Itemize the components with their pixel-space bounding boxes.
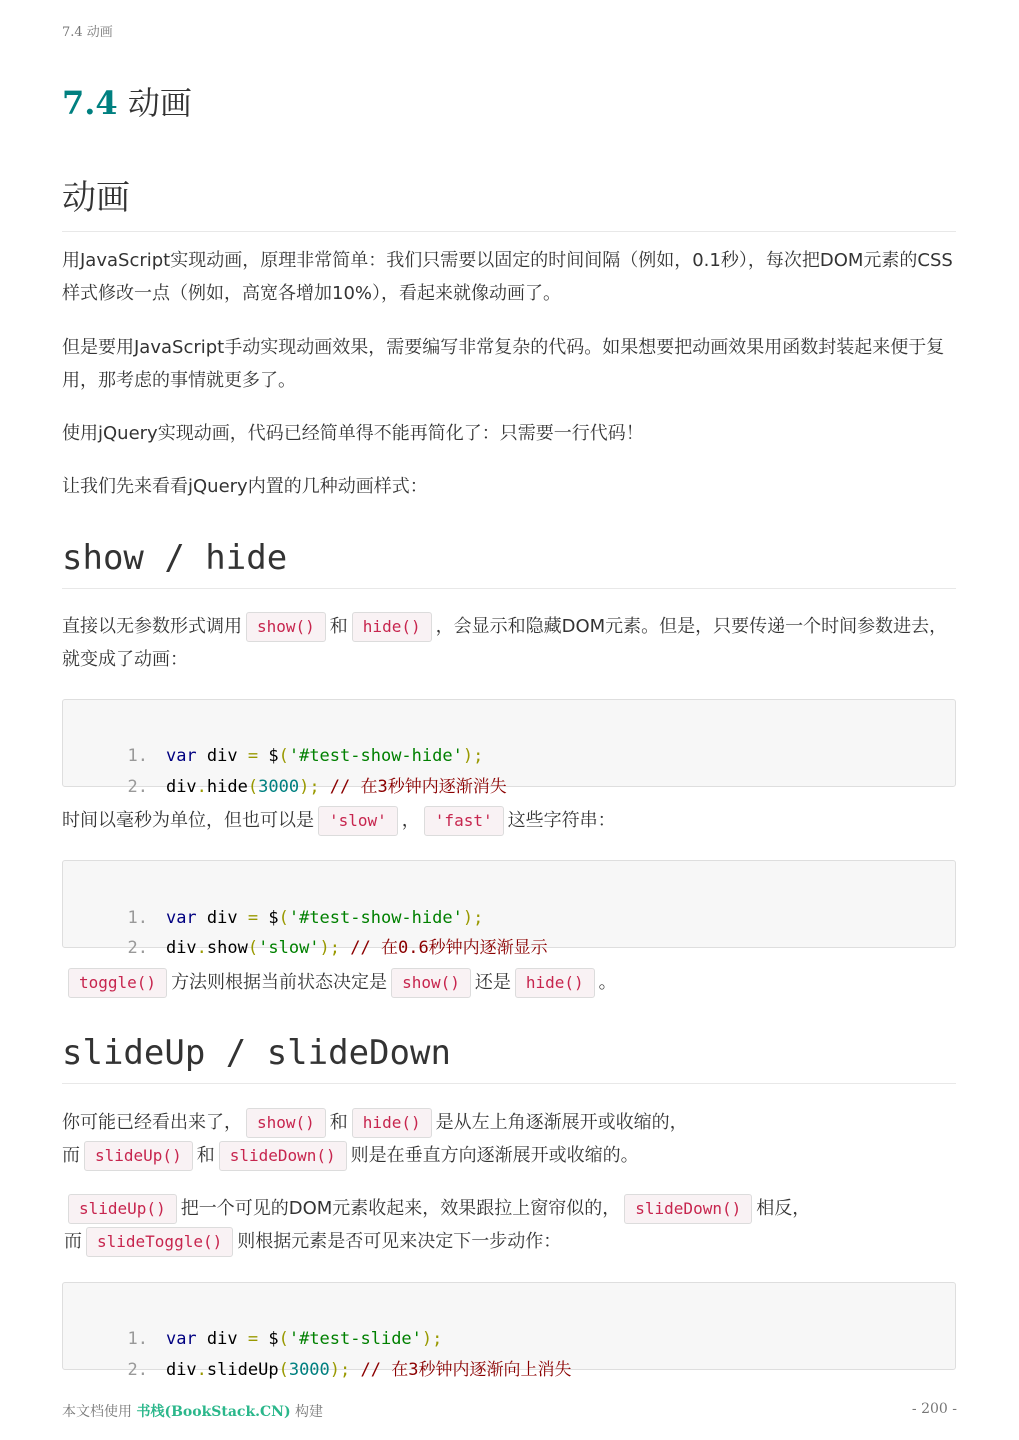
paragraph-intro-3: 使用jQuery实现动画，代码已经简单得不能再简化了：只需要一行代码！: [62, 423, 644, 444]
chapter-title-text: 动画: [127, 84, 192, 122]
inline-code: slideToggle(): [86, 1227, 233, 1257]
code-token: div: [165, 777, 197, 797]
inline-code: 'slow': [318, 806, 398, 836]
code-comment: // 在3秒钟内逐渐向上消失: [350, 1360, 572, 1380]
line-number: 2.: [127, 1360, 148, 1380]
inline-code: 'fast': [424, 806, 504, 836]
text: 还是: [474, 972, 511, 993]
footer-suffix: 构建: [290, 1404, 324, 1420]
inline-code: slideDown(): [219, 1141, 347, 1171]
text: 则根据元素是否可见来决定下一步动作：: [237, 1231, 562, 1252]
paragraph-show-hide-intro: [62, 610, 956, 676]
paragraph-intro-1: 用JavaScript实现动画，原理非常简单：我们只需要以固定的时间间隔（例如，0.1秒），每次把DOM元素的CSS样式修改一点（例如，高宽各增加10%），看起来就像动画了。: [62, 250, 953, 304]
code-line: [63, 873, 484, 928]
code-line: [63, 711, 484, 766]
code-token: var: [165, 746, 197, 766]
code-token: var: [165, 1329, 197, 1349]
text: 则是在垂直方向逐渐展开或收缩的。: [350, 1145, 639, 1166]
code-line: [63, 1325, 572, 1380]
code-token: div: [196, 908, 248, 928]
code-token: (: [278, 1329, 289, 1349]
inline-code: show(): [246, 612, 326, 642]
chapter-title: [62, 78, 192, 124]
code-token: (: [247, 938, 259, 958]
code-token: );: [421, 1329, 443, 1349]
inline-code: hide(): [515, 968, 595, 998]
code-token: show: [206, 938, 248, 958]
text: 而: [64, 1231, 82, 1252]
inline-code: slideUp(): [84, 1141, 193, 1171]
code-line: [63, 903, 548, 958]
line-number: 2.: [127, 938, 148, 958]
text: 和: [329, 616, 348, 637]
code-token: slideUp: [206, 1360, 279, 1380]
text: 。: [598, 972, 617, 993]
inline-code: hide(): [352, 612, 432, 642]
text: 时间以毫秒为单位，但也可以是: [62, 810, 314, 831]
code-token: 3000: [288, 1360, 330, 1380]
code-token: div: [196, 746, 248, 766]
paragraph-slide-detail: [64, 1192, 958, 1258]
code-token: =: [247, 908, 259, 928]
inline-code: show(): [391, 968, 471, 998]
line-number: 1.: [127, 1329, 148, 1349]
code-token: hide: [206, 777, 248, 797]
code-token: );: [299, 777, 320, 797]
chapter-number: 7.4: [62, 84, 118, 122]
code-token: );: [462, 908, 484, 928]
page-number: - 200 -: [911, 1401, 957, 1417]
text: ，会显示和隐藏DOM元素。但是，只要传递一个时间参数进去，就变成了动画：: [62, 616, 948, 670]
inline-code: slideUp(): [68, 1194, 177, 1224]
code-token: =: [247, 746, 259, 766]
section-heading-animation: 动画: [62, 170, 956, 232]
code-token: .: [196, 777, 207, 797]
line-number: 2.: [127, 777, 148, 797]
code-line: [63, 1294, 443, 1349]
code-block-hide: [62, 699, 956, 797]
line-number: 1.: [127, 908, 148, 928]
code-token: .: [196, 938, 207, 958]
code-block-slide: [62, 1282, 956, 1380]
text: 你可能已经看出来了，: [62, 1112, 242, 1133]
paragraph-intro-2: 但是要用JavaScript手动实现动画效果，需要编写非常复杂的代码。如果想要把动画效果用函数封装起来便于复用，那考虑的事情就更多了。: [62, 337, 945, 391]
code-token: 'slow': [258, 938, 320, 958]
code-token: (: [247, 777, 259, 797]
text: 而: [62, 1145, 80, 1166]
code-comment: // 在0.6秒钟内逐渐显示: [340, 938, 548, 958]
code-token: 3000: [258, 777, 300, 797]
code-token: (: [278, 746, 289, 766]
code-token: var: [165, 908, 197, 928]
code-token: div: [165, 1360, 197, 1380]
code-block-show: [62, 860, 956, 958]
code-token: =: [247, 1329, 259, 1349]
text: ，: [401, 810, 420, 831]
paragraph-slide-intro: [62, 1106, 956, 1172]
text: 把一个可见的DOM元素收起来，效果跟拉上窗帘似的，: [180, 1198, 621, 1219]
code-token: '#test-slide': [288, 1329, 422, 1349]
inline-code: toggle(): [68, 968, 167, 998]
code-token: );: [319, 938, 341, 958]
code-token: '#test-show-hide': [288, 746, 463, 766]
code-token: .: [196, 1360, 207, 1380]
paragraph-time-units: [62, 804, 956, 837]
code-comment: // 在3秒钟内逐渐消失: [319, 777, 507, 797]
code-line: [63, 742, 507, 797]
running-header: 7.4 动画: [62, 25, 113, 40]
code-token: '#test-show-hide': [288, 908, 463, 928]
code-token: $: [258, 1329, 279, 1349]
code-token: div: [165, 938, 197, 958]
paragraph-toggle: [64, 966, 958, 999]
text: 这些字符串：: [507, 810, 616, 831]
inline-code: slideDown(): [624, 1194, 752, 1224]
section-heading-show-hide: show / hide: [62, 538, 956, 589]
footer-prefix: 本文档使用: [62, 1404, 137, 1420]
footer-credit: [62, 1401, 323, 1421]
code-token: );: [329, 1360, 351, 1380]
text: 是从左上角逐渐展开或收缩的，: [435, 1112, 688, 1133]
code-token: );: [462, 746, 484, 766]
text: 和: [329, 1112, 348, 1133]
text: 方法则根据当前状态决定是: [171, 972, 388, 993]
paragraph-intro-4: 让我们先来看看jQuery内置的几种动画样式：: [62, 476, 428, 497]
section-heading-slide: slideUp / slideDown: [62, 1033, 956, 1084]
text: 直接以无参数形式调用: [62, 616, 242, 637]
text: 和: [196, 1145, 215, 1166]
line-number: 1.: [127, 746, 148, 766]
code-token: div: [196, 1329, 248, 1349]
code-token: $: [258, 746, 279, 766]
inline-code: show(): [246, 1108, 326, 1138]
code-token: $: [258, 908, 279, 928]
inline-code: hide(): [352, 1108, 432, 1138]
footer-brand-link[interactable]: 书栈(BookStack.CN): [136, 1404, 291, 1420]
text: 相反，: [756, 1198, 811, 1219]
code-token: (: [278, 1360, 289, 1380]
code-token: (: [278, 908, 289, 928]
